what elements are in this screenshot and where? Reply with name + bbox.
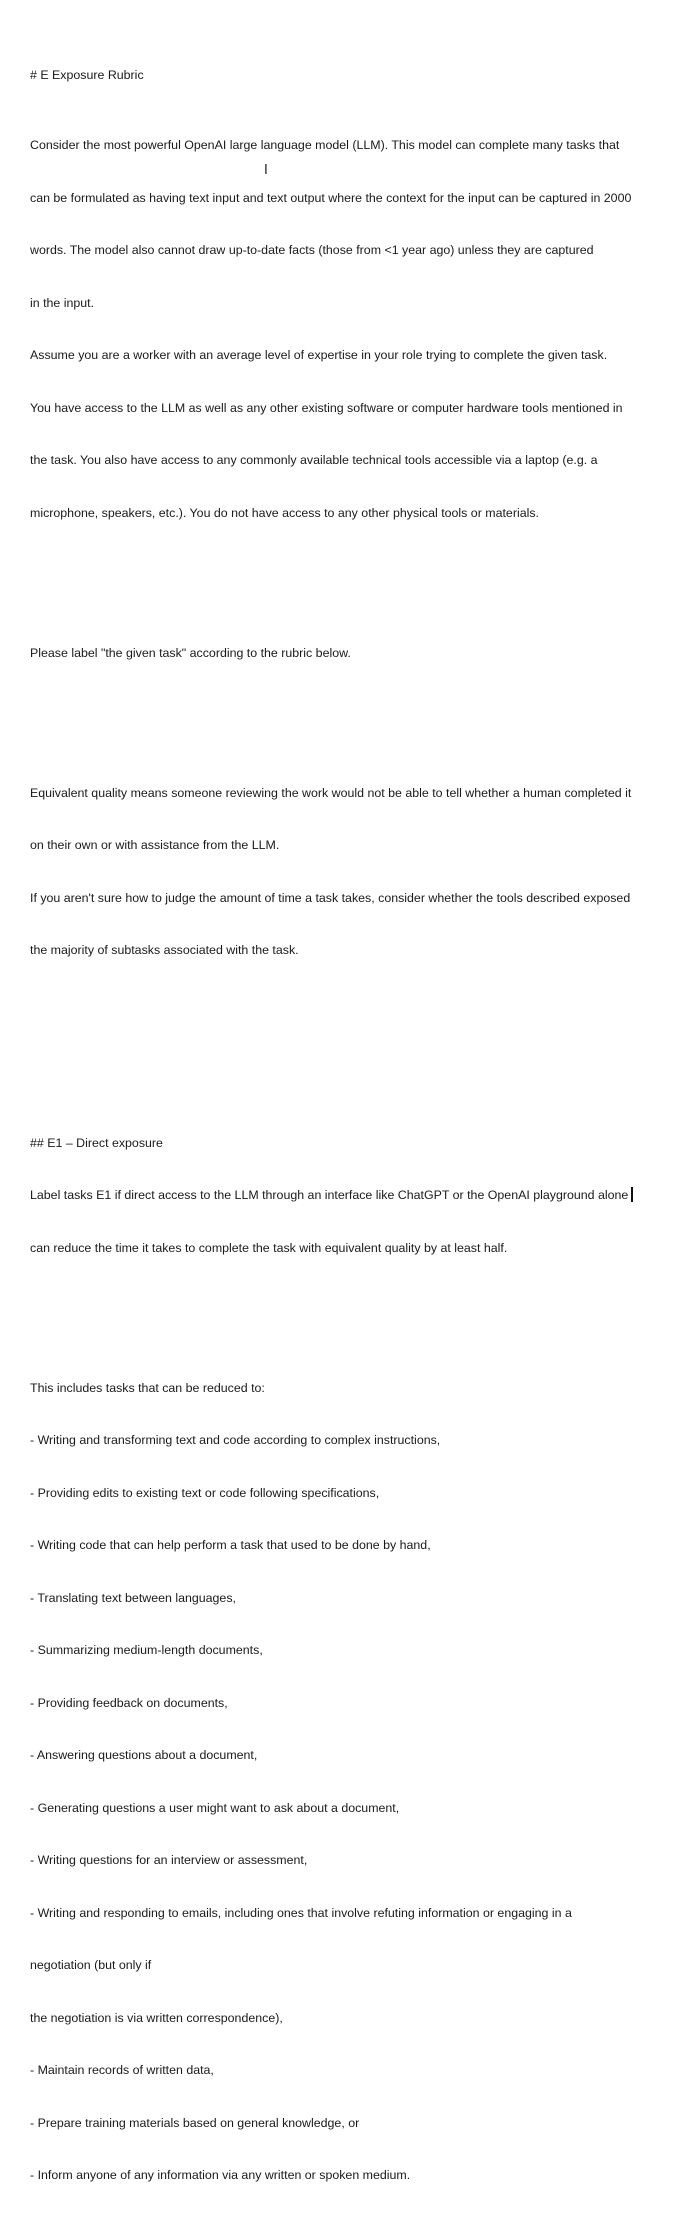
intro-line: You have access to the LLM as well as any other existing software or computer hardware tools mentioned in bbox=[30, 400, 623, 415]
intro-line: Consider the most powerful OpenAI large language model (LLM). This model can complete many tasks that bbox=[30, 138, 620, 152]
list-item: - Inform anyone of any information via any written or spoken medium. bbox=[30, 2168, 411, 2182]
list-item: the negotiation is via written correspondence), bbox=[30, 2010, 283, 2025]
list-item: - Writing and responding to emails, including ones that involve refuting information or engaging in a bbox=[30, 1905, 572, 1920]
intro-line: Assume you are a worker with an average level of expertise in your role trying to complete the given task. bbox=[30, 348, 608, 362]
list-item: - Writing code that can help perform a task that used to be done by hand, bbox=[30, 1538, 431, 1552]
i-beam-cursor-icon: I bbox=[264, 163, 268, 178]
list-item: - Generating questions a user might want to ask about a document, bbox=[30, 1800, 400, 1815]
list-item: - Writing and transforming text and code according to complex instructions, bbox=[30, 1433, 441, 1447]
e1-description-line: can reduce the time it takes to complete the task with equivalent quality by at least half. bbox=[30, 1240, 508, 1255]
e1-list-intro: This includes tasks that can be reduced to: bbox=[30, 1380, 265, 1395]
quality-line: Equivalent quality means someone reviewing the work would not be able to tell whether a human completed it bbox=[30, 785, 632, 800]
list-item: - Writing questions for an interview or assessment, bbox=[30, 1853, 308, 1867]
list-item: - Providing feedback on documents, bbox=[30, 1695, 228, 1710]
intro-line: can be formulated as having text input and text output where the context for the input can be captured in 2000 bbox=[30, 190, 632, 205]
e1-description-line bbox=[30, 1187, 690, 1205]
blank-line bbox=[30, 1065, 690, 1083]
e1-heading: ## E1 – Direct exposure bbox=[30, 1135, 163, 1150]
list-item: - Answering questions about a document, bbox=[30, 1748, 258, 1762]
quality-line: the majority of subtasks associated with the task. bbox=[30, 943, 299, 957]
rubric-text[interactable] bbox=[30, 32, 690, 2220]
rubric-heading: # E Exposure Rubric bbox=[30, 68, 144, 82]
list-item: - Maintain records of written data, bbox=[30, 2063, 214, 2077]
list-item: negotiation (but only if bbox=[30, 1958, 152, 1972]
list-item: - Summarizing medium-length documents, bbox=[30, 1643, 263, 1657]
intro-line: the task. You also have access to any commonly available technical tools accessible via a laptop (e.g. a bbox=[30, 453, 598, 467]
blank-line bbox=[30, 1310, 690, 1328]
intro-line: microphone, speakers, etc.). You do not have access to any other physical tools or materials. bbox=[30, 505, 539, 520]
list-item: - Translating text between languages, bbox=[30, 1590, 236, 1605]
blank-line bbox=[30, 1012, 690, 1030]
quality-line: If you aren't sure how to judge the amount of time a task takes, consider whether the tools described exposed bbox=[30, 890, 631, 905]
quality-line: on their own or with assistance from the LLM. bbox=[30, 838, 280, 852]
blank-line bbox=[30, 575, 690, 593]
label-instruction: Please label "the given task" according to the rubric below. bbox=[30, 645, 351, 660]
intro-line: words. The model also cannot draw up-to-date facts (those from <1 year ago) unless they are captured bbox=[30, 243, 594, 257]
e1-description-text: Label tasks E1 if direct access to the LLM through an interface like ChatGPT or the OpenAI playground alone bbox=[30, 1188, 629, 1202]
text-cursor bbox=[631, 1187, 633, 1202]
intro-line: in the input. bbox=[30, 295, 95, 310]
blank-line bbox=[30, 715, 690, 733]
list-item: - Providing edits to existing text or code following specifications, bbox=[30, 1485, 380, 1500]
list-item: - Prepare training materials based on general knowledge, or bbox=[30, 2115, 360, 2130]
